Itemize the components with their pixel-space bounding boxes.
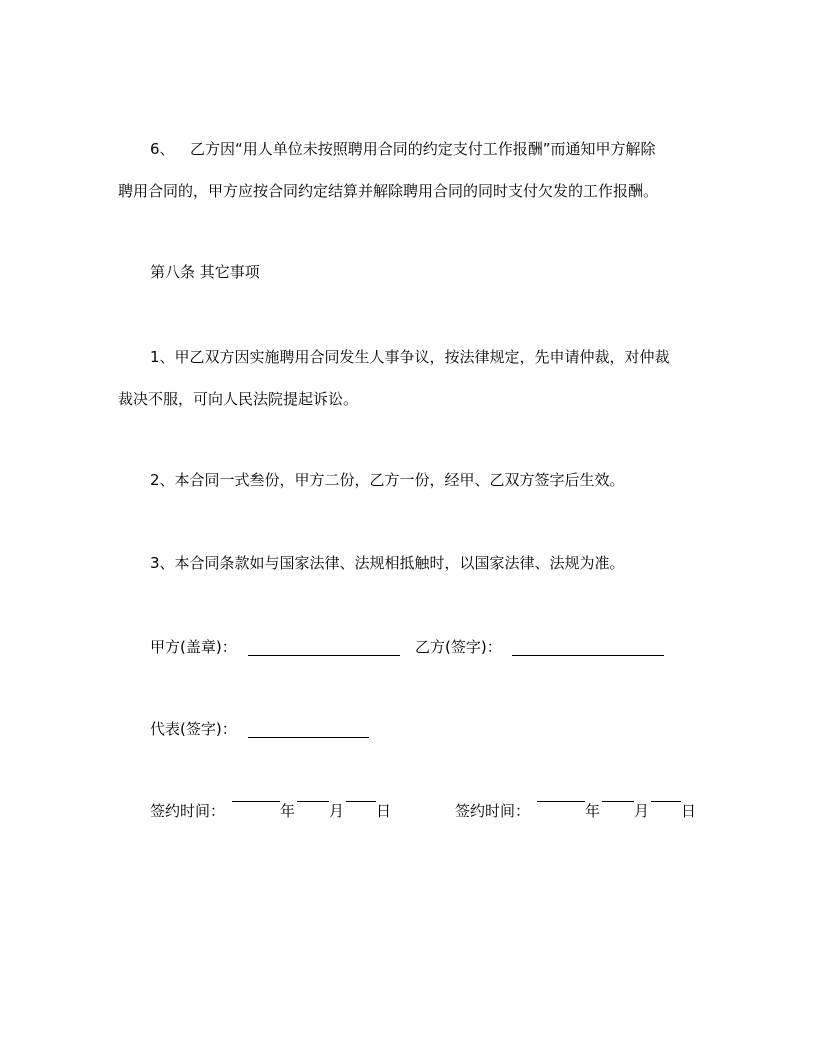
party-b-day-blank[interactable]	[651, 801, 681, 802]
party-b-month-label: 月	[634, 802, 650, 820]
party-b-signature-line[interactable]	[512, 655, 664, 656]
clause6-number: 6、	[150, 140, 175, 158]
party-b-day-label: 日	[681, 802, 697, 820]
party-b-date-label: 签约时间：	[455, 802, 531, 820]
article8-item3: 3、本合同条款如与国家法律、法规相抵触时，以国家法律、法规为准。	[150, 554, 625, 572]
party-b-date-row	[455, 801, 715, 825]
party-a-year-blank[interactable]	[232, 801, 280, 802]
party-a-date-label: 签约时间：	[150, 802, 226, 820]
article8-item2: 2、本合同一式叁份，甲方二份，乙方一份，经甲、乙双方签字后生效。	[150, 471, 625, 489]
party-a-day-blank[interactable]	[346, 801, 376, 802]
article8-item1-line1: 1、甲乙双方因实施聘用合同发生人事争议，按法律规定，先申请仲裁，对仲裁	[150, 348, 670, 366]
party-b-year-label: 年	[585, 802, 601, 820]
representative-sign-label: 代表(签字)：	[150, 720, 237, 738]
party-a-month-label: 月	[329, 802, 345, 820]
party-b-sign-label: 乙方(签字)：	[415, 638, 502, 656]
clause6-line1	[150, 139, 656, 159]
clause6-line2: 聘用合同的，甲方应按合同约定结算并解除聘用合同的同时支付欠发的工作报酬。	[118, 182, 659, 200]
party-a-month-blank[interactable]	[297, 801, 329, 802]
article8-heading: 第八条 其它事项	[150, 263, 260, 281]
clause6-text-line1: 乙方因“用人单位未按照聘用合同的约定支付工作报酬”而通知甲方解除	[190, 140, 656, 158]
party-a-signature-line[interactable]	[248, 655, 400, 656]
party-a-date-row	[150, 801, 410, 825]
party-a-seal-label: 甲方(盖章)：	[150, 638, 237, 656]
party-a-day-label: 日	[376, 802, 392, 820]
party-a-year-label: 年	[280, 802, 296, 820]
representative-signature-line[interactable]	[248, 737, 369, 738]
party-b-month-blank[interactable]	[602, 801, 634, 802]
article8-item1-line2: 裁决不服，可向人民法院提起诉讼。	[118, 390, 359, 408]
party-b-year-blank[interactable]	[537, 801, 585, 802]
